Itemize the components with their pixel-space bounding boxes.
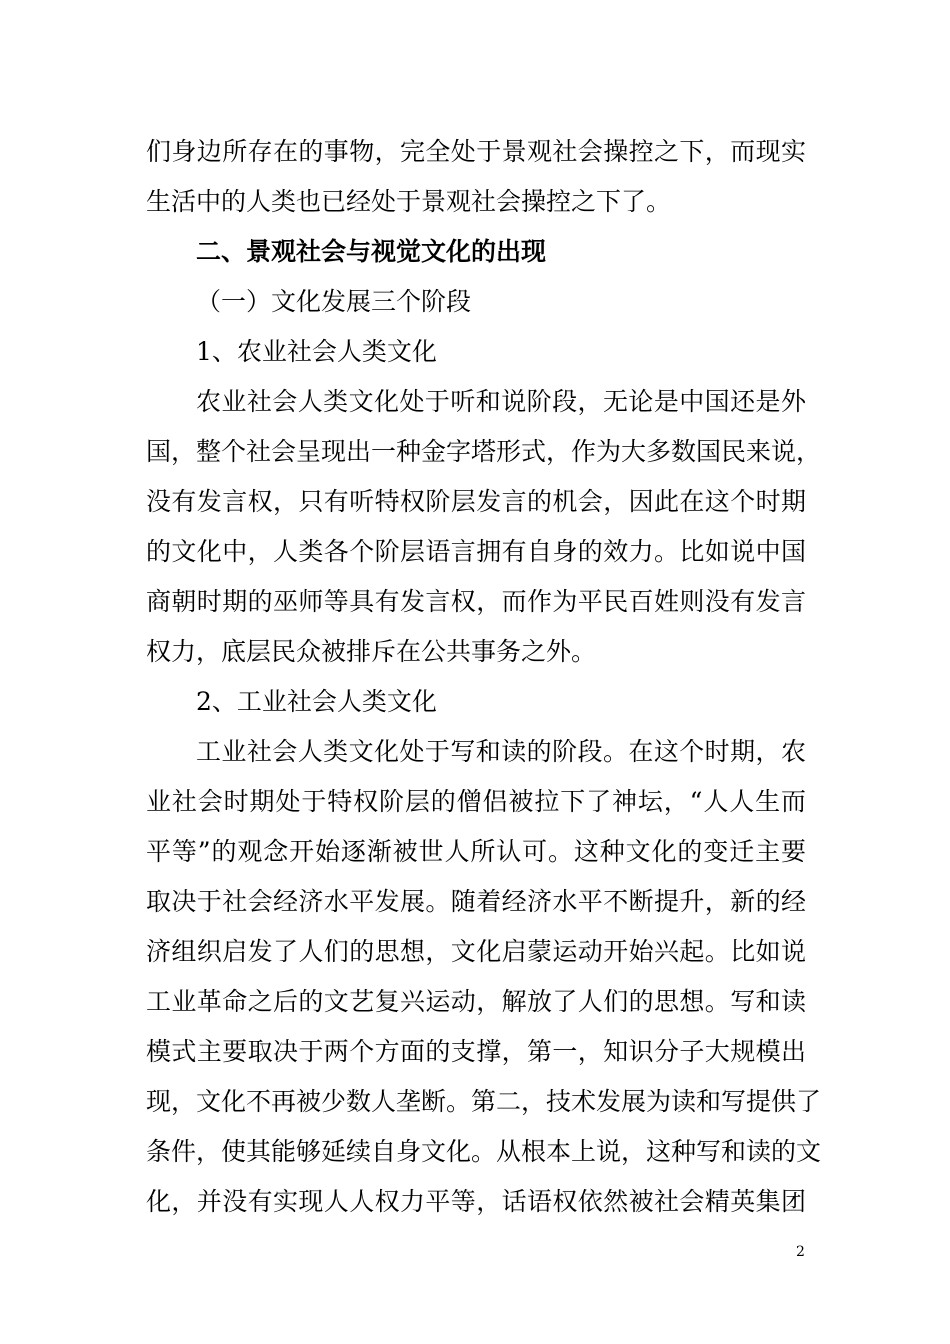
paragraph-line: 工业革命之后的文艺复兴运动，解放了人们的思想。写和读 [146, 987, 806, 1016]
paragraph-line: 商朝时期的巫师等具有发言权，而作为平民百姓则没有发言 [146, 587, 806, 616]
subsection-heading: （一）文化发展三个阶段 [196, 287, 472, 316]
paragraph-line: 济组织启发了人们的思想，文化启蒙运动开始兴起。比如说 [146, 937, 806, 966]
paragraph-line: 取决于社会经济水平发展。随着经济水平不断提升，新的经 [146, 887, 806, 916]
subsection-heading: 2、工业社会人类文化 [196, 687, 437, 716]
paragraph-line: 的文化中，人类各个阶层语言拥有自身的效力。比如说中国 [146, 537, 806, 566]
paragraph-line: 生活中的人类也已经处于景观社会操控之下了。 [146, 187, 672, 216]
paragraph-line: 权力，底层民众被排斥在公共事务之外。 [146, 637, 597, 666]
paragraph-line: 模式主要取决于两个方面的支撑，第一，知识分子大规模出 [146, 1037, 806, 1066]
paragraph-line: 们身边所存在的事物，完全处于景观社会操控之下，而现实 [146, 137, 806, 166]
paragraph-line: 工业社会人类文化处于写和读的阶段。在这个时期，农 [196, 737, 806, 766]
paragraph-line: 业社会时期处于特权阶层的僧侣被拉下了神坛，“人人生而 [146, 787, 806, 816]
paragraph-line: 条件，使其能够延续自身文化。从根本上说，这种写和读的文 [146, 1137, 822, 1166]
section-heading: 二、景观社会与视觉文化的出现 [196, 237, 547, 266]
paragraph-line: 国，整个社会呈现出一种金字塔形式，作为大多数国民来说， [146, 437, 822, 466]
paragraph-line: 化，并没有实现人人权力平等，话语权依然被社会精英集团 [146, 1187, 806, 1216]
paragraph-line: 平等”的观念开始逐渐被世人所认可。这种文化的变迁主要 [146, 837, 806, 866]
paragraph-line: 农业社会人类文化处于听和说阶段，无论是中国还是外 [196, 387, 806, 416]
page-number: 2 [796, 1244, 805, 1260]
subsection-heading: 1、农业社会人类文化 [196, 337, 437, 366]
paragraph-line: 没有发言权，只有听特权阶层发言的机会，因此在这个时期 [146, 487, 806, 516]
paragraph-line: 现，文化不再被少数人垄断。第二，技术发展为读和写提供了 [146, 1087, 822, 1116]
